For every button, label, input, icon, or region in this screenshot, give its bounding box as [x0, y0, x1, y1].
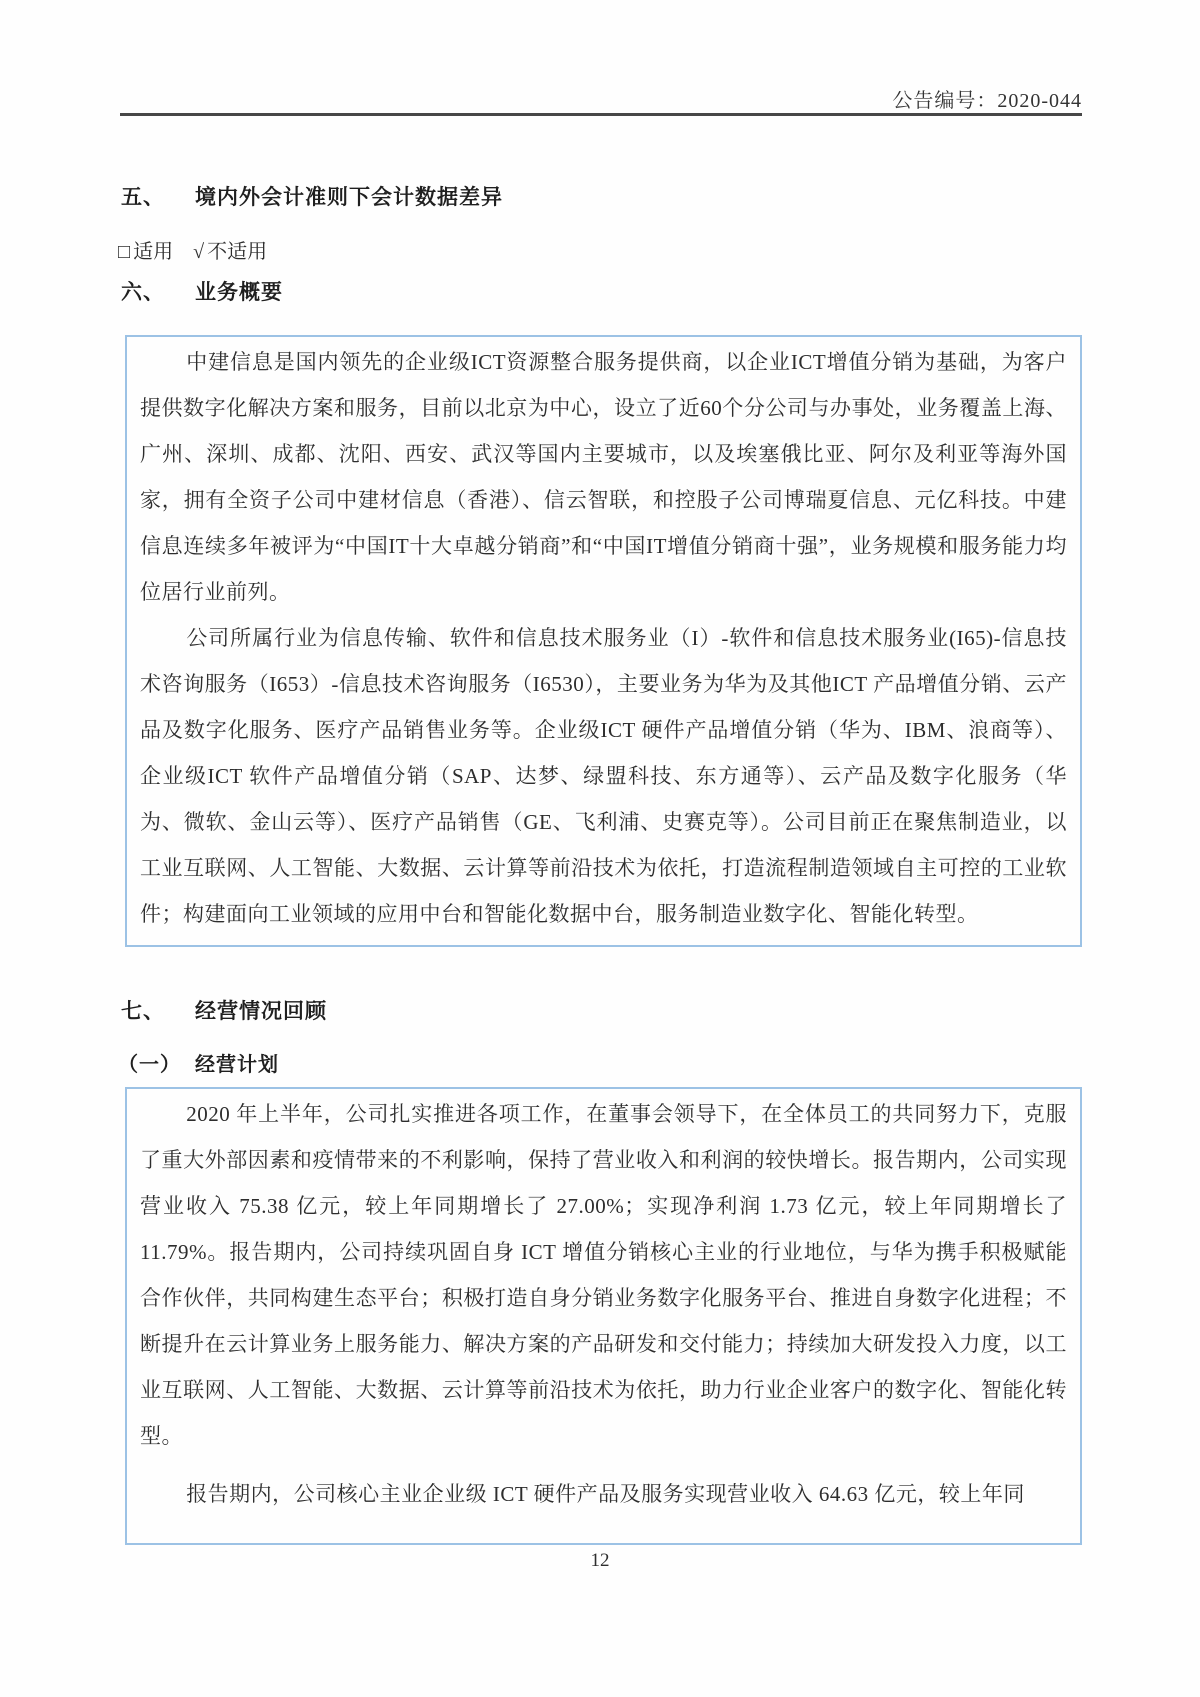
section-heading-5	[121, 181, 503, 211]
not-applicable-option	[193, 235, 267, 264]
announcement-number: 公告编号：2020-044	[892, 90, 1082, 112]
section-heading-5-title: 境内外会计准则下会计数据差异	[195, 185, 503, 209]
operating-plan-paragraph-1: 2020 年上半年，公司扎实推进各项工作，在董事会领导下，在全体员工的共同努力下，克服了重大外部因素和疫情带来的不利影响，保持了营业收入和利润的较快增长。报告期内，公司实现营业收入 75.38 亿元，较上年同期增长了 27.00%；实现净利润 1.73 亿元，较上年同期增长了 11.79%。报告期内，公司持续巩固自身 ICT 增值分销核心主业的行业地位，与华为携手积极赋能合作伙伴，共同构建生态平台；积极打造自身分销业务数字化服务平台、推进自身数字化进程；不断提升在云计算业务上服务能力、解决方案的产品研发和交付能力；持续加大研发投入力度，以工业互联网、人工智能、大数据、云计算等前沿技术为依托，助力行业企业客户的数字化、智能化转型。	[140, 1102, 1067, 1448]
operating-plan-paragraph-2: 报告期内，公司核心主业企业级 ICT 硬件产品及服务实现营业收入 64.63 亿元，较上年同	[186, 1482, 1025, 1506]
header-divider	[120, 113, 1082, 116]
subsection-heading-1-title: 经营计划	[195, 1054, 279, 1076]
operating-plan-box	[125, 1087, 1082, 1545]
section-heading-5-number: 五、	[121, 185, 165, 209]
section-heading-6	[121, 276, 283, 306]
business-overview-paragraph-1: 中建信息是国内领先的企业级ICT资源整合服务提供商，以企业ICT增值分销为基础，为客户提供数字化解决方案和服务，目前以北京为中心，设立了近60个分公司与办事处，业务覆盖上海、广州、深圳、成都、沈阳、西安、武汉等国内主要城市，以及埃塞俄比亚、阿尔及利亚等海外国家，拥有全资子公司中建材信息（香港）、信云智联，和控股子公司博瑞夏信息、元亿科技。中建信息连续多年被评为“中国IT十大卓越分销商”和“中国IT增值分销商十强”，业务规模和服务能力均位居行业前列。	[140, 350, 1067, 604]
not-applicable-label: 不适用	[207, 241, 268, 263]
section-heading-7	[121, 995, 327, 1025]
section-heading-6-number: 六、	[121, 280, 165, 304]
business-overview-paragraph-2: 公司所属行业为信息传输、软件和信息技术服务业（I）-软件和信息技术服务业(I65)-信息技术咨询服务（I653）-信息技术咨询服务（I6530），主要业务为华为及其他ICT 产品增值分销、云产品及数字化服务、医疗产品销售业务等。企业级ICT 硬件产品增值分销（华为、IBM、浪商等）、企业级ICT 软件产品增值分销（SAP、达梦、绿盟科技、东方通等）、云产品及数字化服务（华为、微软、金山云等）、医疗产品销售（GE、飞利浦、史赛克等）。公司目前正在聚焦制造业，以工业互联网、人工智能、大数据、云计算等前沿技术为依托，打造流程制造领域自主可控的工业软件；构建面向工业领域的应用中台和智能化数据中台，服务制造业数字化、智能化转型。	[140, 626, 1067, 926]
subsection-heading-1	[118, 1048, 279, 1077]
page-number: 12	[590, 1550, 610, 1571]
section-heading-7-title: 经营情况回顾	[195, 999, 327, 1023]
section-heading-6-title: 业务概要	[195, 280, 283, 304]
checkbox-empty-icon: □	[118, 241, 131, 263]
applicability-line	[118, 235, 267, 264]
subsection-heading-1-number: （一）	[118, 1054, 181, 1076]
business-overview-box	[125, 335, 1082, 947]
section-heading-7-number: 七、	[121, 999, 165, 1023]
checkmark-icon: √	[193, 241, 205, 263]
applicable-label: 适用	[133, 241, 174, 263]
applicable-option	[118, 235, 173, 264]
